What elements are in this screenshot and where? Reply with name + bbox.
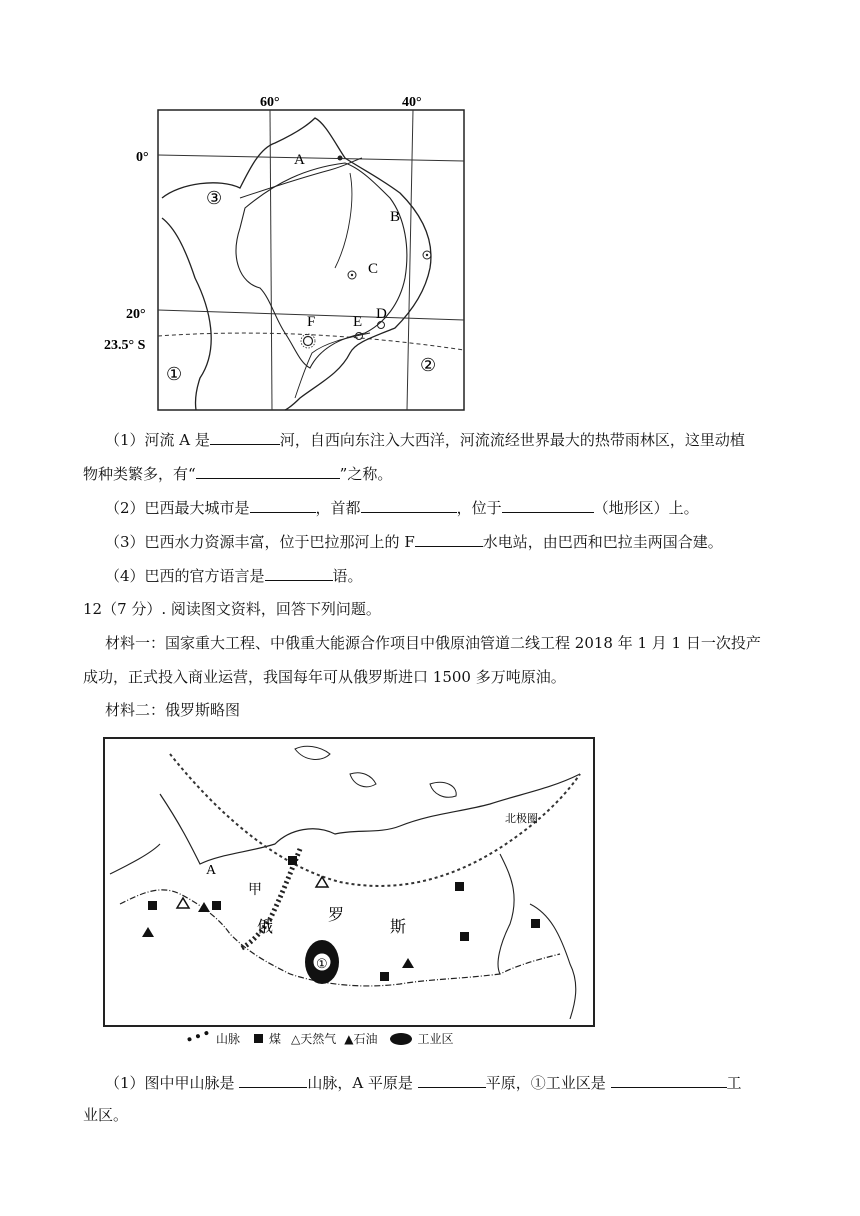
industrial-zone-label: ① [316,956,328,971]
label-B: B [390,209,401,225]
answer-blank-nickname[interactable] [196,462,340,479]
lon-label-40: 40° [402,95,422,110]
q11-item1-line1: （1）河流 A 是 河，自西向东注入大西洋，河流流经世界最大的热带雨林区，这里动植 [105,428,745,451]
russia-map [100,734,600,1030]
gas-legend-icon: △ [291,1031,301,1046]
answer-blank-river[interactable] [210,428,280,445]
answer-blank-landform[interactable] [502,496,594,513]
oil-legend-icon: ▲ [344,1031,354,1046]
label-A: A [294,152,305,168]
q12-heading: 12（7 分）. 阅读图文资料，回答下列问题。 [83,600,381,618]
country-label-si: 斯 [390,919,407,936]
answer-blank-capital[interactable] [361,496,457,513]
region-label-2: ② [420,355,437,375]
label-D: D [376,306,387,322]
answer-blank-hydropower[interactable] [415,530,483,547]
lat-label-23-5: 23.5° S [104,338,146,353]
q12-material2: 材料二：俄罗斯略图 [105,701,241,719]
label-E: E [353,314,363,330]
answer-blank-mountain[interactable] [239,1071,307,1088]
answer-blank-largest-city[interactable] [250,496,316,513]
q12-material1-line2: 成功，正式投入商业运营，我国每年可从俄罗斯进口 1500 多万吨原油。 [83,668,566,686]
mountain-legend-icon [187,1030,211,1047]
country-label-luo: 罗 [328,907,345,924]
lon-label-60: 60° [260,95,280,110]
answer-blank-plain[interactable] [418,1071,486,1088]
q12-item1-line2: 业区。 [83,1106,129,1124]
label-C: C [368,261,379,277]
country-label-e: 俄 [257,919,274,936]
industrial-zone-legend-icon [390,1033,412,1045]
russia-map-legend: 山脉 煤 △ 天然气 ▲ 石油 工业区 [188,1030,454,1047]
answer-blank-language[interactable] [265,564,333,581]
q12-material1-line1: 材料一：国家重大工程、中俄重大能源合作项目中俄原油管道二线工程 2018 年 1 月 1 日一次投产 [105,634,761,652]
lat-label-0: 0° [136,150,149,165]
arctic-circle-label: 北极圈 [505,813,538,825]
q11-item2: （2）巴西最大城市是 ，首都 ，位于 （地形区）上。 [105,496,699,519]
q11-item3: （3）巴西水力资源丰富，位于巴拉那河上的 F 水电站，由巴西和巴拉圭两国合建。 [105,530,723,553]
coal-legend-icon [254,1034,263,1043]
mountain-jia-label: 甲 [248,883,262,898]
answer-blank-industrial-zone[interactable] [611,1071,727,1088]
plain-A-label: A [206,863,217,878]
q11-item1-line2: 物种类繁多，有“ ”之称。 [83,462,392,485]
region-label-3: ③ [206,188,223,208]
q12-item1-line1: （1）图中甲山脉是 山脉，A 平原是 平原，①工业区是 工 [105,1071,742,1094]
region-label-1: ① [166,364,183,384]
brazil-map [100,88,480,418]
label-F: F [307,314,316,330]
q11-item4: （4）巴西的官方语言是 语。 [105,564,363,587]
lat-label-20: 20° [126,307,146,322]
